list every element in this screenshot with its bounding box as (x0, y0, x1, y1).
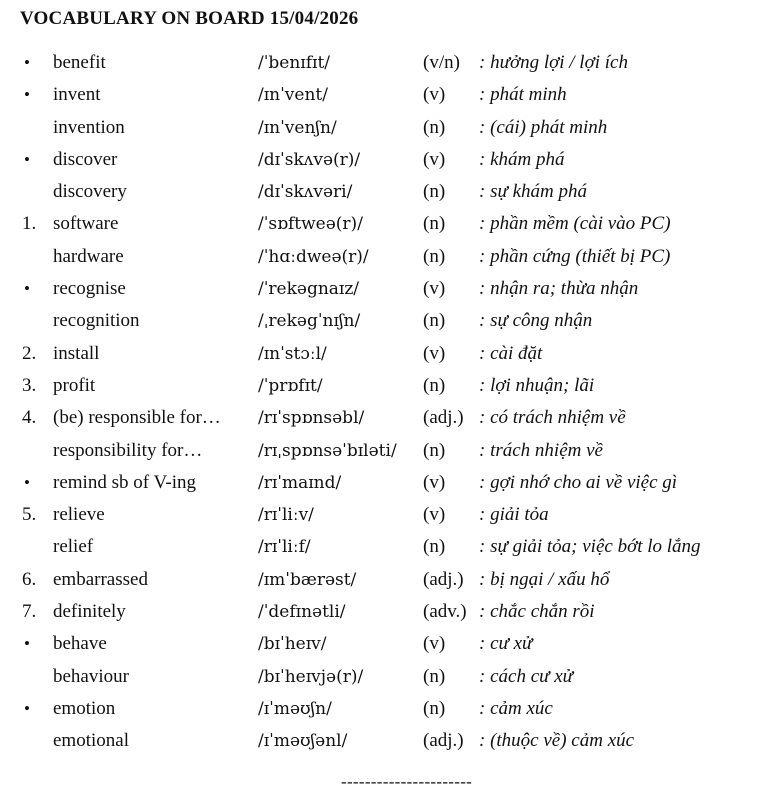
vocabulary-entry (0, 338, 766, 370)
entry-marker: 2. (22, 342, 37, 364)
entry-part-of-speech: (n) (423, 697, 446, 719)
entry-word: discover (53, 148, 118, 170)
entry-word: emotional (53, 730, 129, 752)
entry-word: remind sb of V-ing (53, 471, 197, 493)
entry-meaning: : cài đặt (479, 342, 543, 364)
entry-meaning: : nhận ra; thừa nhận (479, 278, 639, 300)
entry-pronunciation: /ɪˈməʊʃənl/ (258, 731, 348, 752)
vocabulary-entry (0, 241, 766, 273)
entry-meaning: : có trách nhiệm về (479, 407, 626, 429)
entry-part-of-speech: (adj.) (423, 568, 464, 590)
entry-word: discovery (53, 181, 127, 203)
entry-word: relief (53, 536, 94, 558)
vocabulary-entry (0, 305, 766, 337)
entry-meaning: : giải tỏa (479, 504, 549, 526)
entry-meaning: : sự khám phá (479, 181, 587, 203)
vocabulary-entry (0, 564, 766, 596)
entry-word: behave (53, 633, 107, 655)
entry-part-of-speech: (adj.) (423, 730, 464, 752)
entry-pronunciation: /ɪˈməʊʃn/ (258, 698, 332, 719)
entry-part-of-speech: (n) (423, 439, 446, 461)
entry-pronunciation: /dɪˈskʌvəri/ (258, 182, 353, 203)
entry-word: benefit (53, 52, 106, 73)
entry-pronunciation: /rɪˈmaɪnd/ (258, 472, 342, 493)
entry-part-of-speech: (n) (423, 116, 446, 138)
vocabulary-entry (0, 531, 766, 563)
entry-part-of-speech: (adv.) (423, 601, 467, 623)
entry-meaning: : trách nhiệm về (479, 439, 603, 461)
entry-marker: 4. (22, 407, 37, 429)
entry-marker: 5. (22, 504, 37, 526)
entry-word: software (53, 213, 119, 235)
entry-meaning: : lợi nhuận; lãi (479, 374, 595, 396)
entry-part-of-speech: (v) (423, 342, 446, 364)
entry-meaning: : hưởng lợi / lợi ích (479, 52, 628, 73)
entry-part-of-speech: (v) (423, 633, 446, 655)
entry-pronunciation: /dɪˈskʌvə(r)/ (258, 149, 361, 170)
entry-meaning: : phần mềm (cài vào PC) (479, 213, 671, 235)
vocabulary-entry (0, 467, 766, 499)
entry-pronunciation: /ˈbenɪfɪt/ (258, 53, 331, 73)
entry-pronunciation: /rɪˈspɒnsəbl/ (258, 408, 365, 429)
entry-word: recognition (53, 310, 140, 332)
entry-pronunciation: /ˈprɒfɪt/ (258, 375, 323, 396)
entry-word: definitely (53, 601, 126, 623)
vocabulary-entry (0, 693, 766, 725)
entry-marker: • (24, 472, 30, 492)
entry-marker: 7. (22, 601, 37, 623)
entry-marker: • (24, 698, 30, 718)
vocabulary-entry (0, 79, 766, 111)
entry-pronunciation: /ɪnˈvent/ (258, 85, 328, 106)
vocabulary-entry (0, 435, 766, 467)
entry-marker: • (24, 85, 30, 105)
vocabulary-entry (0, 628, 766, 660)
entry-word: invent (53, 84, 101, 106)
entry-meaning: : cách cư xử (479, 665, 574, 687)
entry-word: profit (53, 374, 96, 396)
vocabulary-entry (0, 273, 766, 305)
entry-pronunciation: /rɪˈliːv/ (258, 505, 314, 526)
entry-pronunciation: /ˈhɑːdweə(r)/ (258, 246, 369, 267)
entry-pronunciation: /rɪˈliːf/ (258, 537, 311, 558)
entry-part-of-speech: (n) (423, 374, 446, 396)
entry-pronunciation: /ˈsɒftweə(r)/ (258, 214, 363, 235)
entry-meaning: : sự giải tỏa; việc bớt lo lắng (479, 536, 701, 558)
entry-part-of-speech: (n) (423, 665, 446, 687)
entry-marker: 1. (22, 213, 37, 235)
vocabulary-entry (0, 208, 766, 240)
entry-part-of-speech: (v) (423, 471, 446, 493)
entry-meaning: : chắc chắn rồi (479, 601, 595, 623)
entry-part-of-speech: (n) (423, 181, 446, 203)
entry-pronunciation: /ɪnˈstɔːl/ (258, 343, 327, 364)
entry-word: emotion (53, 697, 116, 719)
vocabulary-entry (0, 370, 766, 402)
entry-part-of-speech: (v) (423, 278, 446, 300)
entry-part-of-speech: (v) (423, 504, 446, 526)
entry-pronunciation: /ˈrekəgnaɪz/ (258, 279, 360, 300)
entry-marker: • (24, 279, 30, 299)
vocabulary-list (0, 47, 766, 758)
entry-meaning: : cư xử (479, 633, 533, 655)
entry-word: responsibility for… (53, 439, 203, 461)
entry-meaning: : sự công nhận (479, 310, 593, 332)
vocabulary-entry (0, 144, 766, 176)
entry-marker: • (24, 149, 30, 169)
entry-pronunciation: /ˌrekəgˈnɪʃn/ (258, 311, 361, 332)
entry-part-of-speech: (adj.) (423, 407, 464, 429)
entry-word: invention (53, 116, 125, 138)
vocabulary-entry (0, 499, 766, 531)
entry-marker: 3. (22, 374, 37, 396)
entry-marker: 6. (22, 568, 37, 590)
end-divider: ---------------------- (341, 772, 473, 791)
page-title: VOCABULARY ON BOARD 15/04/2026 (20, 8, 359, 29)
entry-part-of-speech: (n) (423, 310, 446, 332)
entry-pronunciation: /bɪˈheɪvjə(r)/ (258, 666, 364, 687)
entry-meaning: : bị ngại / xấu hổ (479, 568, 610, 590)
entry-part-of-speech: (n) (423, 536, 446, 558)
vocabulary-entry (0, 47, 766, 79)
entry-meaning: : gợi nhớ cho ai về việc gì (479, 471, 678, 493)
entry-marker: • (24, 634, 30, 654)
entry-word: install (53, 342, 100, 364)
entry-word: recognise (53, 278, 126, 300)
entry-word: (be) responsible for… (53, 407, 221, 429)
entry-pronunciation: /ˈdefɪnətli/ (258, 602, 346, 623)
entry-part-of-speech: (v) (423, 84, 446, 106)
entry-word: embarrassed (53, 568, 148, 590)
entry-marker: • (24, 53, 30, 72)
entry-pronunciation: /rɪˌspɒnsəˈbɪləti/ (258, 440, 397, 461)
entry-part-of-speech: (v) (423, 148, 446, 170)
entry-part-of-speech: (n) (423, 245, 446, 267)
vocabulary-entry (0, 112, 766, 144)
entry-meaning: : cảm xúc (479, 697, 553, 719)
vocabulary-entry (0, 402, 766, 434)
entry-meaning: : (thuộc về) cảm xúc (479, 730, 635, 752)
vocabulary-entry (0, 661, 766, 693)
entry-word: behaviour (53, 665, 129, 687)
entry-part-of-speech: (n) (423, 213, 446, 235)
entry-meaning: : phát minh (479, 84, 567, 106)
vocabulary-entry (0, 596, 766, 628)
entry-word: hardware (53, 245, 124, 267)
entry-pronunciation: /ɪmˈbærəst/ (258, 569, 357, 590)
vocabulary-entry (0, 176, 766, 208)
entry-part-of-speech: (v/n) (423, 52, 460, 73)
entry-meaning: : (cái) phát minh (479, 116, 608, 138)
vocabulary-entry (0, 725, 766, 757)
entry-meaning: : khám phá (479, 148, 565, 170)
entry-word: relieve (53, 504, 105, 526)
entry-meaning: : phần cứng (thiết bị PC) (479, 245, 671, 267)
entry-pronunciation: /bɪˈheɪv/ (258, 634, 327, 655)
entry-pronunciation: /ɪnˈvenʃn/ (258, 117, 337, 138)
